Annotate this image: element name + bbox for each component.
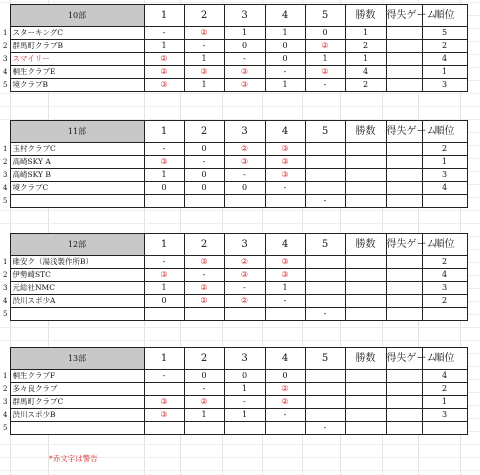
result-cell[interactable]: 1 bbox=[144, 169, 184, 182]
table-header-row bbox=[0, 5, 467, 27]
game-diff-cell[interactable] bbox=[386, 169, 422, 182]
wins-header[interactable]: 勝数 bbox=[345, 5, 386, 27]
result-cell[interactable]: 1 bbox=[265, 79, 305, 92]
wins-cell[interactable]: 2 bbox=[345, 79, 386, 92]
column-header-4[interactable]: 4 bbox=[265, 5, 305, 27]
result-cell[interactable]: ② bbox=[224, 143, 265, 156]
team-name-cell[interactable]: 境クラブB bbox=[10, 79, 144, 92]
game-diff-cell[interactable] bbox=[386, 269, 422, 282]
table-row bbox=[0, 308, 467, 321]
game-diff-cell[interactable] bbox=[386, 396, 422, 409]
division-title[interactable]: 11部 bbox=[10, 121, 144, 143]
wins-cell[interactable] bbox=[345, 308, 386, 321]
result-cell[interactable]: ③ bbox=[184, 256, 224, 269]
result-cell[interactable]: ③ bbox=[184, 66, 224, 79]
grid-line bbox=[0, 327, 480, 328]
rank-cell[interactable]: 1 bbox=[422, 396, 467, 409]
wins-cell[interactable]: 1 bbox=[345, 27, 386, 40]
table-row bbox=[0, 422, 467, 435]
wins-cell[interactable] bbox=[345, 143, 386, 156]
result-cell[interactable]: - bbox=[144, 143, 184, 156]
team-name-cell[interactable]: スマイリー bbox=[10, 53, 144, 66]
wins-cell[interactable] bbox=[345, 422, 386, 435]
result-cell[interactable]: - bbox=[144, 370, 184, 383]
wins-cell[interactable] bbox=[345, 295, 386, 308]
result-cell[interactable]: - bbox=[224, 282, 265, 295]
rank-cell[interactable]: 1 bbox=[422, 156, 467, 169]
result-cell[interactable]: ② bbox=[184, 295, 224, 308]
team-name-cell[interactable]: 元総社NMC bbox=[10, 282, 144, 295]
row-number: 1 bbox=[0, 143, 10, 156]
column-header-5[interactable]: 5 bbox=[305, 5, 345, 27]
rank-cell[interactable]: 2 bbox=[422, 383, 467, 396]
column-header-5[interactable]: 5 bbox=[305, 121, 345, 143]
column-header-2[interactable]: 2 bbox=[184, 348, 224, 370]
result-cell[interactable]: ② bbox=[224, 295, 265, 308]
result-cell[interactable] bbox=[265, 422, 305, 435]
result-cell[interactable]: - bbox=[305, 308, 345, 321]
result-cell[interactable]: 1 bbox=[184, 79, 224, 92]
table-row bbox=[0, 269, 467, 282]
result-cell[interactable] bbox=[144, 308, 184, 321]
column-header-4[interactable]: 4 bbox=[265, 234, 305, 256]
wins-cell[interactable]: 2 bbox=[345, 40, 386, 53]
result-cell[interactable]: ② bbox=[184, 396, 224, 409]
division-title[interactable]: 13部 bbox=[10, 348, 144, 370]
team-name-cell[interactable]: 桐生クラブF bbox=[10, 370, 144, 383]
result-cell[interactable]: - bbox=[265, 66, 305, 79]
result-cell[interactable]: 1 bbox=[224, 27, 265, 40]
wins-cell[interactable] bbox=[345, 156, 386, 169]
result-cell[interactable] bbox=[305, 370, 345, 383]
result-cell[interactable]: 0 bbox=[224, 40, 265, 53]
result-cell[interactable]: ② bbox=[224, 256, 265, 269]
column-header-3[interactable]: 3 bbox=[224, 234, 265, 256]
row-number: 5 bbox=[0, 308, 10, 321]
wins-cell[interactable] bbox=[345, 282, 386, 295]
rank-cell[interactable]: 4 bbox=[422, 182, 467, 195]
wins-header[interactable]: 勝数 bbox=[345, 121, 386, 143]
result-cell[interactable]: ③ bbox=[144, 156, 184, 169]
rank-cell[interactable]: 3 bbox=[422, 409, 467, 422]
result-cell[interactable] bbox=[305, 383, 345, 396]
game-diff-cell[interactable] bbox=[386, 40, 422, 53]
wins-cell[interactable] bbox=[345, 409, 386, 422]
league-table-10 bbox=[0, 4, 468, 92]
division-title[interactable]: 12部 bbox=[10, 234, 144, 256]
grid-line bbox=[0, 210, 480, 211]
row-number: 4 bbox=[0, 295, 10, 308]
table-row bbox=[0, 66, 467, 79]
column-header-3[interactable]: 3 bbox=[224, 121, 265, 143]
result-cell[interactable] bbox=[305, 396, 345, 409]
table-row bbox=[0, 256, 467, 269]
wins-header[interactable]: 勝数 bbox=[345, 348, 386, 370]
wins-cell[interactable]: 1 bbox=[345, 53, 386, 66]
game-diff-cell[interactable] bbox=[386, 66, 422, 79]
grid-line bbox=[0, 106, 480, 107]
row-number: 5 bbox=[0, 79, 10, 92]
result-cell[interactable] bbox=[305, 143, 345, 156]
result-cell[interactable]: 1 bbox=[144, 40, 184, 53]
table-row bbox=[0, 409, 467, 422]
result-cell[interactable] bbox=[184, 422, 224, 435]
row-number: 2 bbox=[0, 383, 10, 396]
team-name-cell[interactable]: 桐生クラブE bbox=[10, 66, 144, 79]
result-cell[interactable]: 0 bbox=[184, 370, 224, 383]
game-diff-cell[interactable] bbox=[386, 409, 422, 422]
column-header-1[interactable]: 1 bbox=[144, 348, 184, 370]
result-cell[interactable]: - bbox=[144, 27, 184, 40]
table-row bbox=[0, 282, 467, 295]
rank-header[interactable]: 順位 bbox=[422, 348, 467, 370]
row-number-blank bbox=[0, 348, 10, 370]
column-header-1[interactable]: 1 bbox=[144, 234, 184, 256]
result-cell[interactable]: 0 bbox=[305, 27, 345, 40]
table-row bbox=[0, 40, 467, 53]
column-header-2[interactable]: 2 bbox=[184, 121, 224, 143]
team-name-cell[interactable]: 渋川スポ少A bbox=[10, 295, 144, 308]
result-cell[interactable]: 0 bbox=[265, 370, 305, 383]
wins-cell[interactable] bbox=[345, 370, 386, 383]
result-cell[interactable]: 0 bbox=[184, 182, 224, 195]
row-number: 1 bbox=[0, 256, 10, 269]
rank-cell[interactable] bbox=[422, 195, 467, 208]
rank-cell[interactable]: 1 bbox=[422, 66, 467, 79]
result-cell[interactable] bbox=[305, 156, 345, 169]
row-number: 5 bbox=[0, 422, 10, 435]
column-header-3[interactable]: 3 bbox=[224, 348, 265, 370]
result-cell[interactable]: ③ bbox=[144, 79, 184, 92]
division-title[interactable]: 10部 bbox=[10, 5, 144, 27]
team-name-cell[interactable]: スターキングC bbox=[10, 27, 144, 40]
grid-line bbox=[0, 2, 480, 3]
result-cell[interactable] bbox=[184, 195, 224, 208]
game-diff-header[interactable]: 得失ゲーム bbox=[386, 348, 422, 370]
table-row bbox=[0, 27, 467, 40]
team-name-cell[interactable]: 伊勢崎STC bbox=[10, 269, 144, 282]
result-cell[interactable]: ③ bbox=[144, 409, 184, 422]
grid-line bbox=[0, 340, 480, 341]
game-diff-cell[interactable] bbox=[386, 195, 422, 208]
result-cell[interactable]: ③ bbox=[265, 256, 305, 269]
wins-cell[interactable] bbox=[345, 383, 386, 396]
result-cell[interactable]: 0 bbox=[144, 295, 184, 308]
team-name-cell[interactable]: 高崎SKY B bbox=[10, 169, 144, 182]
wins-cell[interactable] bbox=[345, 182, 386, 195]
column-header-4[interactable]: 4 bbox=[265, 121, 305, 143]
result-cell[interactable] bbox=[265, 308, 305, 321]
game-diff-cell[interactable] bbox=[386, 27, 422, 40]
result-cell[interactable]: 1 bbox=[305, 53, 345, 66]
result-cell[interactable] bbox=[305, 169, 345, 182]
column-header-2[interactable]: 2 bbox=[184, 5, 224, 27]
warning-note: *赤文字は警告 bbox=[49, 454, 98, 463]
game-diff-cell[interactable] bbox=[386, 383, 422, 396]
rank-cell[interactable]: 2 bbox=[422, 295, 467, 308]
result-cell[interactable]: 0 bbox=[224, 182, 265, 195]
grid-line bbox=[0, 444, 480, 445]
result-cell[interactable]: ② bbox=[184, 27, 224, 40]
result-cell[interactable]: 1 bbox=[224, 383, 265, 396]
grid-line bbox=[0, 223, 480, 224]
row-number: 2 bbox=[0, 156, 10, 169]
result-cell[interactable]: 1 bbox=[224, 409, 265, 422]
rank-header[interactable]: 順位 bbox=[422, 121, 467, 143]
result-cell[interactable]: ② bbox=[305, 66, 345, 79]
table-row bbox=[0, 79, 467, 92]
rank-cell[interactable]: 5 bbox=[422, 27, 467, 40]
result-cell[interactable]: - bbox=[224, 53, 265, 66]
result-cell[interactable] bbox=[224, 308, 265, 321]
result-cell[interactable]: - bbox=[144, 256, 184, 269]
result-cell[interactable]: 1 bbox=[265, 27, 305, 40]
rank-cell[interactable]: 4 bbox=[422, 53, 467, 66]
table-row bbox=[0, 383, 467, 396]
league-table-12 bbox=[0, 233, 468, 321]
table-row bbox=[0, 396, 467, 409]
league-table-13 bbox=[0, 347, 468, 435]
rank-cell[interactable]: 3 bbox=[422, 282, 467, 295]
row-number-blank bbox=[0, 234, 10, 256]
result-cell[interactable] bbox=[305, 256, 345, 269]
team-name-cell[interactable]: 多々良クラブ bbox=[10, 383, 144, 396]
result-cell[interactable]: ② bbox=[265, 383, 305, 396]
rank-cell[interactable] bbox=[422, 422, 467, 435]
league-table-11 bbox=[0, 120, 468, 208]
table-header-row bbox=[0, 348, 467, 370]
table-row bbox=[0, 182, 467, 195]
result-cell[interactable]: 0 bbox=[265, 40, 305, 53]
team-name-cell[interactable]: 碓安ク（湯浅製作所B） bbox=[10, 256, 144, 269]
result-cell[interactable]: ③ bbox=[265, 269, 305, 282]
result-cell[interactable]: 0 bbox=[265, 53, 305, 66]
column-header-2[interactable]: 2 bbox=[184, 234, 224, 256]
rank-cell[interactable]: 3 bbox=[422, 79, 467, 92]
result-cell[interactable]: 0 bbox=[184, 169, 224, 182]
result-cell[interactable]: ② bbox=[144, 53, 184, 66]
team-name-cell[interactable] bbox=[10, 308, 144, 321]
result-cell[interactable]: - bbox=[265, 409, 305, 422]
result-cell[interactable] bbox=[144, 422, 184, 435]
result-cell[interactable]: - bbox=[184, 156, 224, 169]
team-name-cell[interactable]: 高崎SKY A bbox=[10, 156, 144, 169]
game-diff-cell[interactable] bbox=[386, 370, 422, 383]
wins-header[interactable]: 勝数 bbox=[345, 234, 386, 256]
row-number: 4 bbox=[0, 409, 10, 422]
row-number: 3 bbox=[0, 53, 10, 66]
wins-cell[interactable] bbox=[345, 256, 386, 269]
team-name-cell[interactable] bbox=[10, 195, 144, 208]
game-diff-cell[interactable] bbox=[386, 308, 422, 321]
game-diff-cell[interactable] bbox=[386, 53, 422, 66]
column-header-1[interactable]: 1 bbox=[144, 5, 184, 27]
rank-cell[interactable] bbox=[422, 308, 467, 321]
result-cell[interactable] bbox=[224, 195, 265, 208]
result-cell[interactable] bbox=[305, 182, 345, 195]
table-row bbox=[0, 53, 467, 66]
team-name-cell[interactable]: 群馬町クラブB bbox=[10, 40, 144, 53]
row-number: 3 bbox=[0, 282, 10, 295]
result-cell[interactable] bbox=[144, 383, 184, 396]
rank-cell[interactable]: 4 bbox=[422, 370, 467, 383]
row-number: 3 bbox=[0, 169, 10, 182]
wins-cell[interactable]: 4 bbox=[345, 66, 386, 79]
team-name-cell[interactable]: 渋川スポ少B bbox=[10, 409, 144, 422]
table-row bbox=[0, 195, 467, 208]
game-diff-header[interactable]: 得失ゲーム bbox=[386, 234, 422, 256]
result-cell[interactable]: - bbox=[305, 79, 345, 92]
wins-cell[interactable] bbox=[345, 269, 386, 282]
result-cell[interactable]: - bbox=[184, 40, 224, 53]
result-cell[interactable]: ② bbox=[265, 396, 305, 409]
result-cell[interactable] bbox=[224, 422, 265, 435]
grid-line bbox=[0, 93, 480, 94]
rank-cell[interactable]: 2 bbox=[422, 256, 467, 269]
result-cell[interactable]: - bbox=[184, 383, 224, 396]
game-diff-cell[interactable] bbox=[386, 143, 422, 156]
column-header-4[interactable]: 4 bbox=[265, 348, 305, 370]
result-cell[interactable]: ③ bbox=[224, 156, 265, 169]
result-cell[interactable]: - bbox=[305, 195, 345, 208]
wins-cell[interactable] bbox=[345, 169, 386, 182]
result-cell[interactable]: ② bbox=[305, 40, 345, 53]
result-cell[interactable]: ③ bbox=[144, 396, 184, 409]
column-header-5[interactable]: 5 bbox=[305, 234, 345, 256]
result-cell[interactable]: 1 bbox=[144, 282, 184, 295]
table-row bbox=[0, 295, 467, 308]
result-cell[interactable] bbox=[265, 195, 305, 208]
result-cell[interactable] bbox=[184, 308, 224, 321]
result-cell[interactable]: 1 bbox=[184, 409, 224, 422]
game-diff-header[interactable]: 得失ゲーム bbox=[386, 5, 422, 27]
team-name-cell[interactable]: 境クラブC bbox=[10, 182, 144, 195]
column-header-5[interactable]: 5 bbox=[305, 348, 345, 370]
result-cell[interactable]: - bbox=[224, 169, 265, 182]
table-row bbox=[0, 370, 467, 383]
wins-cell[interactable] bbox=[345, 396, 386, 409]
result-cell[interactable]: - bbox=[224, 396, 265, 409]
row-number: 2 bbox=[0, 269, 10, 282]
row-number: 3 bbox=[0, 396, 10, 409]
result-cell[interactable]: ③ bbox=[265, 143, 305, 156]
result-cell[interactable]: ③ bbox=[144, 269, 184, 282]
grid-line bbox=[0, 470, 480, 471]
team-name-cell[interactable]: 群馬町クラブC bbox=[10, 396, 144, 409]
column-header-1[interactable]: 1 bbox=[144, 121, 184, 143]
column-header-3[interactable]: 3 bbox=[224, 5, 265, 27]
game-diff-cell[interactable] bbox=[386, 282, 422, 295]
table-header-row bbox=[0, 121, 467, 143]
rank-cell[interactable]: 4 bbox=[422, 269, 467, 282]
row-number: 4 bbox=[0, 66, 10, 79]
result-cell[interactable]: - bbox=[184, 269, 224, 282]
result-cell[interactable] bbox=[305, 295, 345, 308]
rank-cell[interactable]: 3 bbox=[422, 169, 467, 182]
result-cell[interactable]: ② bbox=[144, 66, 184, 79]
result-cell[interactable] bbox=[305, 282, 345, 295]
result-cell[interactable] bbox=[305, 269, 345, 282]
result-cell[interactable]: - bbox=[265, 182, 305, 195]
game-diff-cell[interactable] bbox=[386, 295, 422, 308]
table-row bbox=[0, 156, 467, 169]
rank-cell[interactable]: 2 bbox=[422, 40, 467, 53]
wins-cell[interactable] bbox=[345, 195, 386, 208]
game-diff-cell[interactable] bbox=[386, 79, 422, 92]
rank-header[interactable]: 順位 bbox=[422, 5, 467, 27]
result-cell[interactable]: ② bbox=[184, 282, 224, 295]
team-name-cell[interactable] bbox=[10, 422, 144, 435]
rank-header[interactable]: 順位 bbox=[422, 234, 467, 256]
row-number: 5 bbox=[0, 195, 10, 208]
row-number: 4 bbox=[0, 182, 10, 195]
game-diff-cell[interactable] bbox=[386, 422, 422, 435]
result-cell[interactable]: ③ bbox=[265, 156, 305, 169]
result-cell[interactable]: ③ bbox=[265, 169, 305, 182]
row-number: 2 bbox=[0, 40, 10, 53]
result-cell[interactable]: ③ bbox=[224, 269, 265, 282]
result-cell[interactable]: 0 bbox=[224, 370, 265, 383]
table-row bbox=[0, 143, 467, 156]
result-cell[interactable] bbox=[144, 195, 184, 208]
result-cell[interactable]: ③ bbox=[224, 66, 265, 79]
result-cell[interactable]: 0 bbox=[184, 143, 224, 156]
game-diff-cell[interactable] bbox=[386, 182, 422, 195]
row-number: 1 bbox=[0, 370, 10, 383]
result-cell[interactable]: - bbox=[305, 422, 345, 435]
result-cell[interactable]: 0 bbox=[144, 182, 184, 195]
game-diff-cell[interactable] bbox=[386, 256, 422, 269]
table-row bbox=[0, 169, 467, 182]
result-cell[interactable]: ③ bbox=[224, 79, 265, 92]
result-cell[interactable]: 1 bbox=[265, 282, 305, 295]
result-cell[interactable]: - bbox=[265, 295, 305, 308]
row-number-blank bbox=[0, 121, 10, 143]
row-number-blank bbox=[0, 5, 10, 27]
row-number: 1 bbox=[0, 27, 10, 40]
game-diff-cell[interactable] bbox=[386, 156, 422, 169]
rank-cell[interactable]: 2 bbox=[422, 143, 467, 156]
result-cell[interactable]: 1 bbox=[184, 53, 224, 66]
table-header-row bbox=[0, 234, 467, 256]
game-diff-header[interactable]: 得失ゲーム bbox=[386, 121, 422, 143]
team-name-cell[interactable]: 玉村クラブC bbox=[10, 143, 144, 156]
result-cell[interactable] bbox=[305, 409, 345, 422]
